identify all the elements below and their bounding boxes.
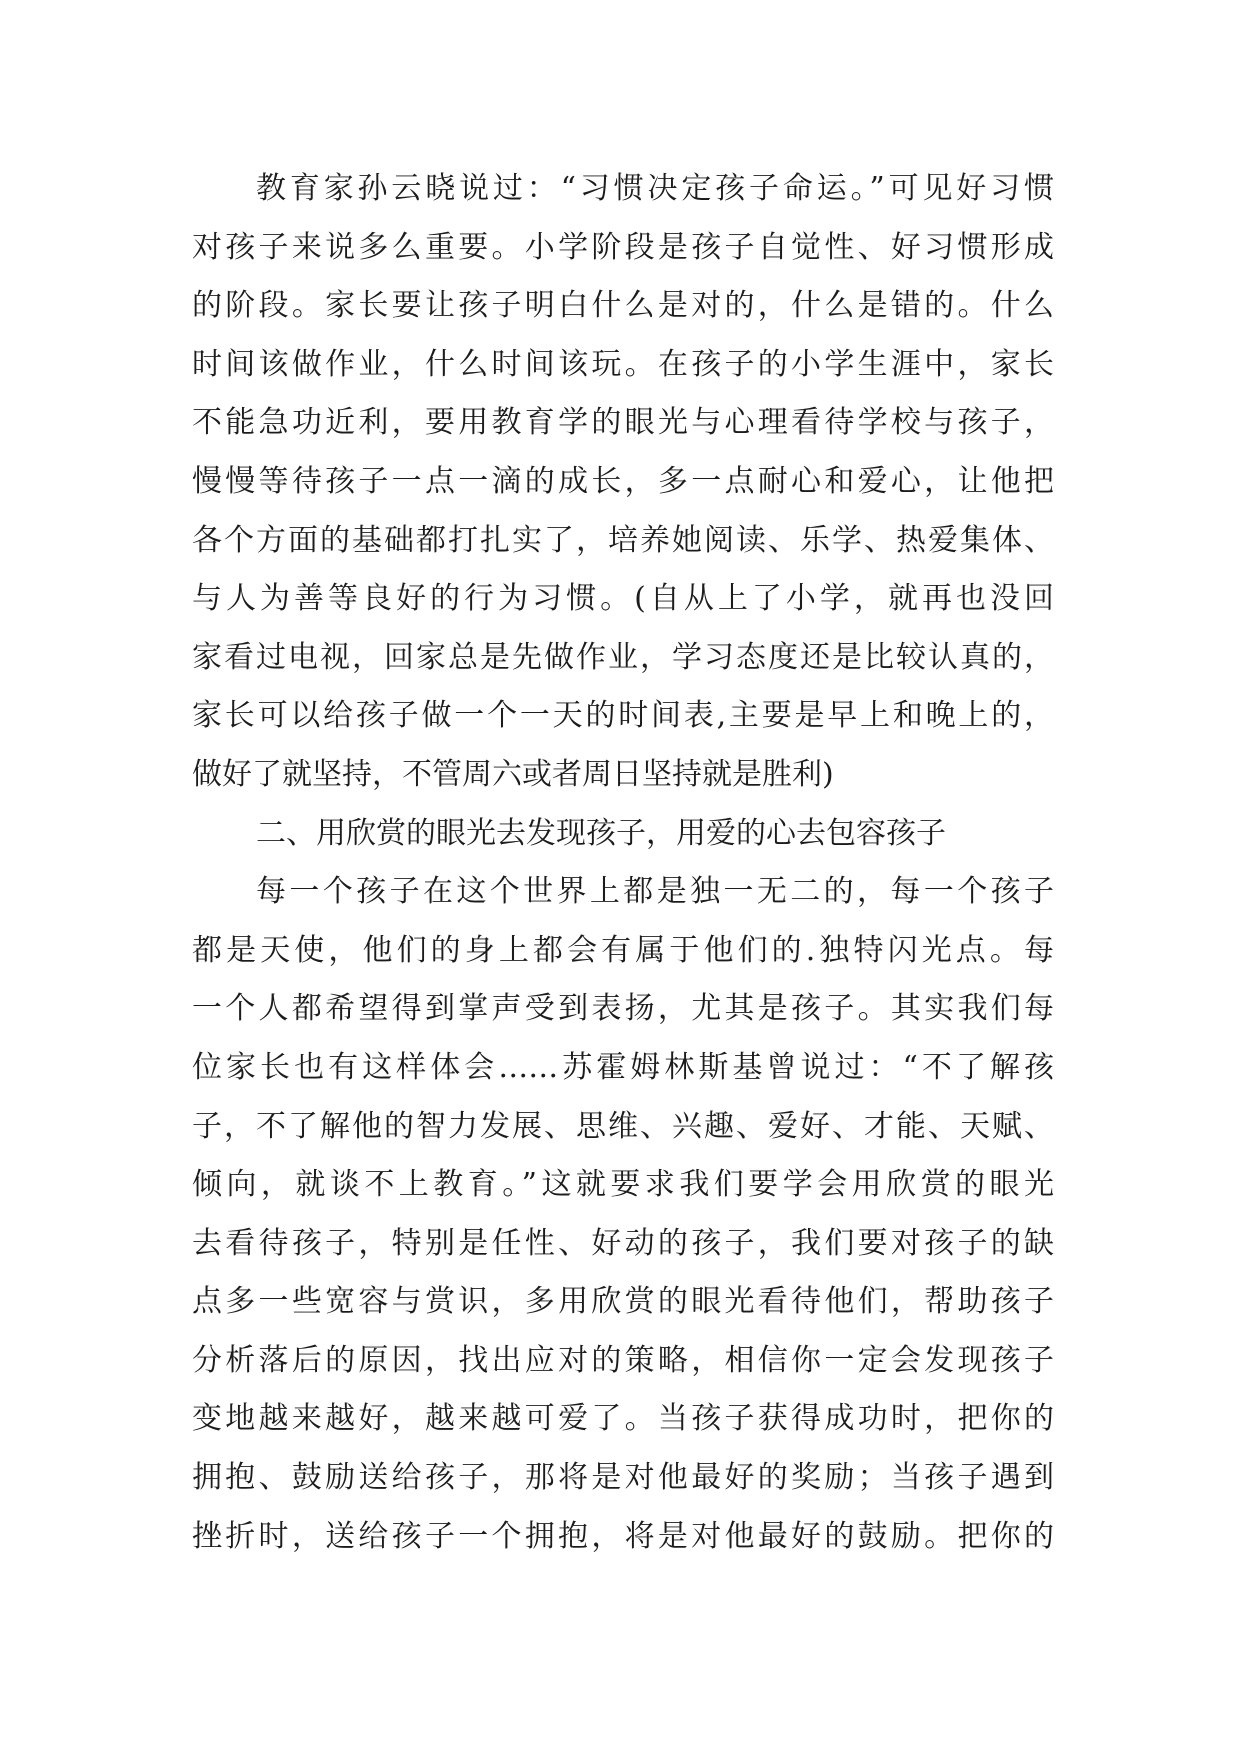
text-line: 点多一些宽容与赏识，多用欣赏的眼光看待他们，帮助孩子 [192, 1284, 1054, 1320]
text-line: 家长可以给孩子做一个一天的时间表,主要是早上和晚上的， [192, 698, 1054, 734]
text-line: 一个人都希望得到掌声受到表扬，尤其是孩子。其实我们每 [192, 991, 1054, 1027]
text-line: 做好了就坚持，不管周六或者周日坚持就是胜利) [192, 756, 834, 792]
text-line: 教育家孙云晓说过：“习惯决定孩子命运。”可见好习惯 [256, 171, 1054, 206]
text-line: 倾向，就谈不上教育。”这就要求我们要学会用欣赏的眼光 [192, 1167, 1054, 1203]
section-heading [192, 805, 1054, 864]
text-line: 位家长也有这样体会……苏霍姆林斯基曾说过：“不了解孩 [192, 1049, 1054, 1085]
text-line: 变地越来越好，越来越可爱了。当孩子获得成功时，把你的 [192, 1401, 1054, 1437]
text-line: 家看过电视，回家总是先做作业，学习态度还是比较认真的， [192, 639, 1054, 675]
text-line: 拥抱、鼓励送给孩子，那将是对他最好的奖励；当孩子遇到 [192, 1460, 1054, 1496]
document-body [192, 160, 1054, 1566]
heading-line: 二、用欣赏的眼光去发现孩子，用爱的心去包容孩子 [256, 815, 946, 851]
text-line: 时间该做作业，什么时间该玩。在孩子的小学生涯中，家长 [192, 346, 1054, 382]
text-line: 子，不了解他的智力发展、思维、兴趣、爱好、才能、天赋、 [192, 1108, 1054, 1144]
text-line: 都是天使，他们的身上都会有属于他们的.独特闪光点。每 [192, 932, 1054, 968]
text-line: 挫折时，送给孩子一个拥抱，将是对他最好的鼓励。把你的 [192, 1518, 1054, 1554]
paragraph-habit [192, 160, 1054, 805]
text-line: 的阶段。家长要让孩子明白什么是对的，什么是错的。什么 [192, 288, 1054, 324]
text-line: 每一个孩子在这个世界上都是独一无二的，每一个孩子 [256, 874, 1054, 910]
paragraph-appreciation [192, 863, 1054, 1566]
text-line: 对孩子来说多么重要。小学阶段是孩子自觉性、好习惯形成 [192, 229, 1054, 265]
text-line: 不能急功近利，要用教育学的眼光与心理看待学校与孩子， [192, 405, 1054, 441]
text-line: 慢慢等待孩子一点一滴的成长，多一点耐心和爱心，让他把 [192, 463, 1054, 499]
text-line: 与人为善等良好的行为习惯。(自从上了小学，就再也没回 [192, 581, 1054, 617]
text-line: 分析落后的原因，找出应对的策略，相信你一定会发现孩子 [192, 1342, 1054, 1378]
text-line: 去看待孩子，特别是任性、好动的孩子，我们要对孩子的缺 [192, 1225, 1054, 1261]
text-line: 各个方面的基础都打扎实了，培养她阅读、乐学、热爱集体、 [192, 522, 1054, 558]
